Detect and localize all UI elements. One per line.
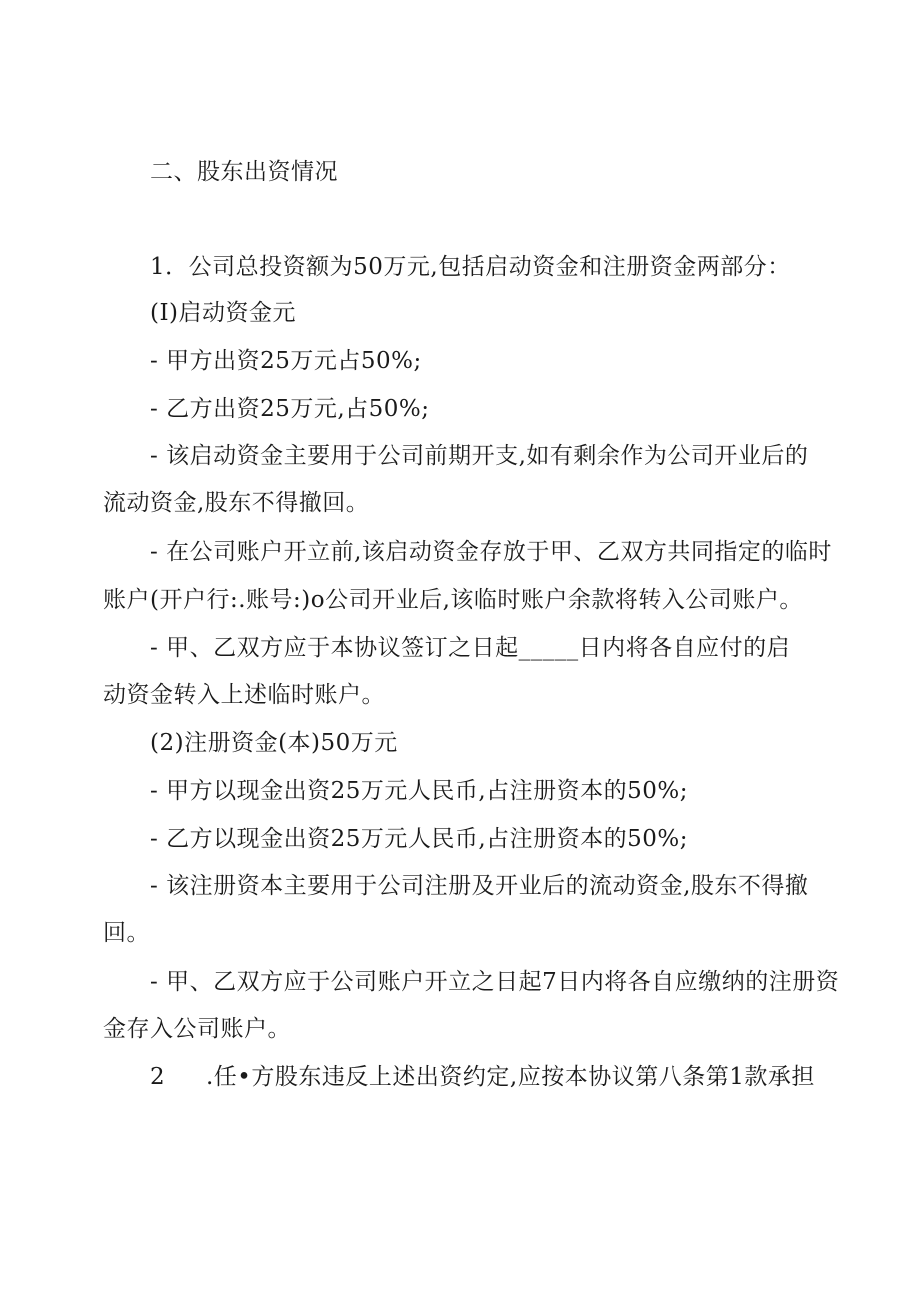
startup-capital-heading: (I)启动资金元 [150, 300, 297, 326]
registered-deposit-line-2: 金存入公司账户。 [103, 1016, 291, 1042]
startup-account-line-2: 账户(开户行:.账号:)o公司开业后,该临时账户余款将转入公司账户。 [103, 587, 803, 613]
startup-party-a: - 甲方出资25万元占50%; [150, 348, 422, 374]
registered-usage-line-1: - 该注册资本主要用于公司注册及开业后的流动资金,股东不得撤 [150, 873, 809, 899]
registered-usage-line-2: 回。 [103, 920, 150, 946]
item-2-number: 2 [150, 1064, 166, 1090]
startup-deadline-line-1: - 甲、乙双方应于本协议签订之日起_____日内将各自应付的启 [150, 635, 791, 661]
item-2-text: .任•方股东违反上述出资约定,应按本协议第八条第1款承担 [206, 1064, 815, 1090]
startup-account-line-1: - 在公司账户开立前,该启动资金存放于甲、乙双方共同指定的临时 [150, 539, 832, 565]
startup-usage-line-1: - 该启动资金主要用于公司前期开支,如有剩余作为公司开业后的 [150, 443, 809, 469]
startup-deadline-line-2: 动资金转入上述临时账户。 [103, 682, 385, 708]
startup-usage-line-2: 流动资金,股东不得撤回。 [103, 490, 370, 516]
registered-deposit-line-1: - 甲、乙双方应于公司账户开立之日起7日内将各自应缴纳的注册资 [150, 969, 840, 995]
item-1-intro: 1．公司总投资额为50万元,包括启动资金和注册资金两部分： [150, 254, 791, 280]
item-2 [150, 1062, 815, 1092]
registered-capital-heading: (2)注册资金(本)50万元 [150, 730, 398, 756]
startup-party-b: - 乙方出资25万元,占50%; [150, 396, 430, 422]
registered-party-b: - 乙方以现金出资25万元人民币,占注册资本的50%; [150, 826, 689, 852]
registered-party-a: - 甲方以现金出资25万元人民币,占注册资本的50%; [150, 778, 689, 804]
section-heading: 二、股东出资情况 [150, 159, 338, 185]
